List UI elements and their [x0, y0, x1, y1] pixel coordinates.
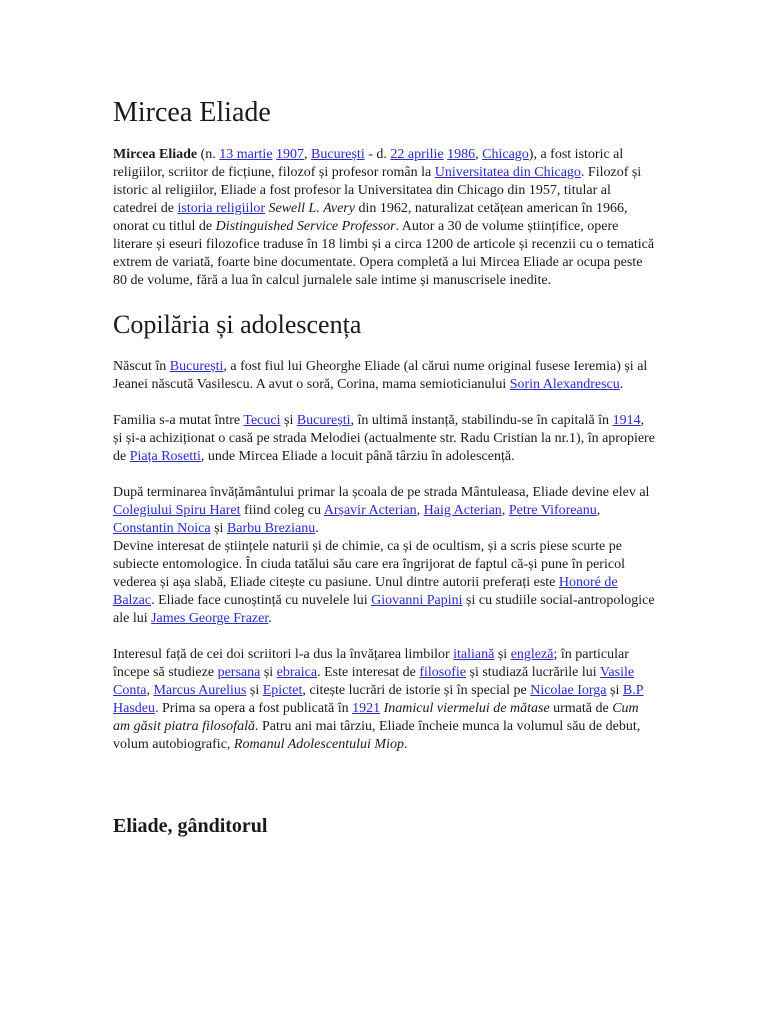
paragraph-familia: Familia s-a mutat între Tecuci și București, în ultimă instanță, stabilindu-se în capitală în 1914, și și-a achiziționat o casă pe strada Melodiei (actualmente str. Radu Cristian la nr.1), în apropiere de Piața Rosetti, unde Mircea Eliade a locuit până târziu în adolescență.: [113, 413, 655, 464]
page-title: Mircea Eliade: [113, 97, 271, 128]
paragraph-limbi: Interesul față de cei doi scriitori l-a dus la învățarea limbilor italiană și engleză; în particular începe să studieze persana și ebraica. Este interesat de filosofie și studiază lucrările lui Vasile Conta, Marcus Aurelius și Epictet, citește lucrări de istorie și în special pe Nicolae Iorga și B.P Hasdeu. Prima sa opera a fost publicată în 1921 Inamicul viermelui de mătase urmată de Cum am găsit piatra filosofală. Patru ani mai târziu, Eliade încheie munca la volumul său de debut, volum autobiografic, Romanul Adolescentului Miop.: [113, 647, 644, 752]
link-istoria-religiilor[interactable]: istoria religiilor: [177, 201, 265, 216]
link-honore-de-balzac[interactable]: Honoré de Balzac: [113, 575, 618, 608]
link-bucuresti[interactable]: București: [311, 147, 365, 162]
link-petre-viforeanu[interactable]: Petre Viforeanu: [508, 503, 597, 518]
link-epictet[interactable]: Epictet: [262, 683, 303, 698]
link-bp-hasdeu[interactable]: B.P Hasdeu: [113, 683, 644, 716]
link-constantin-noica[interactable]: Constantin Noica: [113, 521, 211, 536]
link-filosofie[interactable]: filosofie: [419, 665, 466, 680]
link-engleza[interactable]: engleză: [510, 647, 554, 662]
link-sorin-alexandrescu[interactable]: Sorin Alexandrescu: [509, 377, 620, 392]
link-tecuci[interactable]: Tecuci: [243, 413, 281, 428]
intro-paragraph: Mircea Eliade (n. 13 martie 1907, București - d. 22 aprilie 1986, Chicago), a fost istoric al religiilor, scriitor de ficțiune, filozof și profesor român la Universitatea din Chicago. Filozof și istoric al religiilor, Eliade a fost profesor la Universitatea din Chicago din 1957, titular al catedrei de istoria religiilor Sewell L. Avery din 1962, naturalizat cetățean american în 1966, onorat cu titlul de Distinguished Service Professor. Autor a 30 de volume științifice, opere literare și eseuri filozofice traduse în 18 limbi și a circa 1200 de articole și recenzii cu o tematică extrem de variată, foarte bine documentate. Opera completă a lui Mircea Eliade ar ocupa peste 80 de volume, fără a lua în calcul jurnalele sale intime și manuscrisele inedite.: [113, 147, 655, 288]
link-giovanni-papini[interactable]: Giovanni Papini: [371, 593, 463, 608]
link-birth-day[interactable]: 13 martie: [219, 147, 273, 162]
link-haig-acterian[interactable]: Haig Acterian: [423, 503, 502, 518]
subject-name: Mircea Eliade: [113, 147, 198, 162]
link-universitatea-chicago[interactable]: Universitatea din Chicago: [434, 165, 581, 180]
link-birth-year[interactable]: 1907: [276, 147, 305, 162]
link-1921[interactable]: 1921: [352, 701, 381, 716]
link-death-day[interactable]: 22 aprilie: [390, 147, 444, 162]
section-heading-ganditorul: Eliade, gânditorul: [113, 815, 268, 837]
link-marcus-aurelius[interactable]: Marcus Aurelius: [153, 683, 247, 698]
link-nicolae-iorga[interactable]: Nicolae Iorga: [530, 683, 607, 698]
link-italiana[interactable]: italiană: [453, 647, 495, 662]
link-bucuresti[interactable]: București: [169, 359, 224, 374]
link-bucuresti[interactable]: București: [296, 413, 351, 428]
link-chicago[interactable]: Chicago: [482, 147, 529, 162]
link-persana[interactable]: persana: [217, 665, 261, 680]
link-james-george-frazer[interactable]: James George Frazer: [151, 611, 269, 626]
link-vasile-conta[interactable]: Vasile Conta: [113, 665, 635, 698]
section-heading-copilaria: Copilăria și adolescența: [113, 310, 362, 339]
link-ebraica[interactable]: ebraica: [276, 665, 318, 680]
link-arsavir-acterian[interactable]: Arșavir Acterian: [323, 503, 417, 518]
link-piata-rosetti[interactable]: Piața Rosetti: [129, 449, 201, 464]
link-barbu-brezianu[interactable]: Barbu Brezianu: [226, 521, 316, 536]
paragraph-interese: Devine interesat de științele naturii și de chimie, ca și de ocultism, și a scris piese scurte pe subiecte entomologice. În ciuda tatălui său care era îngrijorat de faptul că-și pune în pericol vederea și așa slabă, Eliade citește cu pasiune. Unul dintre autorii preferați este Honoré de Balzac. Eliade face cunoștință cu nuvelele lui Giovanni Papini și cu studiile social-antropologice ale lui James George Frazer.: [113, 539, 655, 626]
link-death-year[interactable]: 1986: [447, 147, 476, 162]
paragraph-nastere: Născut în București, a fost fiul lui Gheorghe Eliade (al cărui nume original fusese Ieremia) și al Jeanei născută Vasilescu. A avut o soră, Corina, mama semioticianului Sorin Alexandrescu.: [113, 359, 648, 392]
link-colegiul-spiru-haret[interactable]: Colegiului Spiru Haret: [113, 503, 241, 518]
link-1914[interactable]: 1914: [612, 413, 641, 428]
paragraph-scoala: După terminarea învățământului primar la școala de pe strada Mântuleasa, Eliade devine elev al Colegiului Spiru Haret fiind coleg cu Arșavir Acterian, Haig Acterian, Petre Viforeanu, Constantin Noica și Barbu Brezianu.: [113, 485, 650, 536]
